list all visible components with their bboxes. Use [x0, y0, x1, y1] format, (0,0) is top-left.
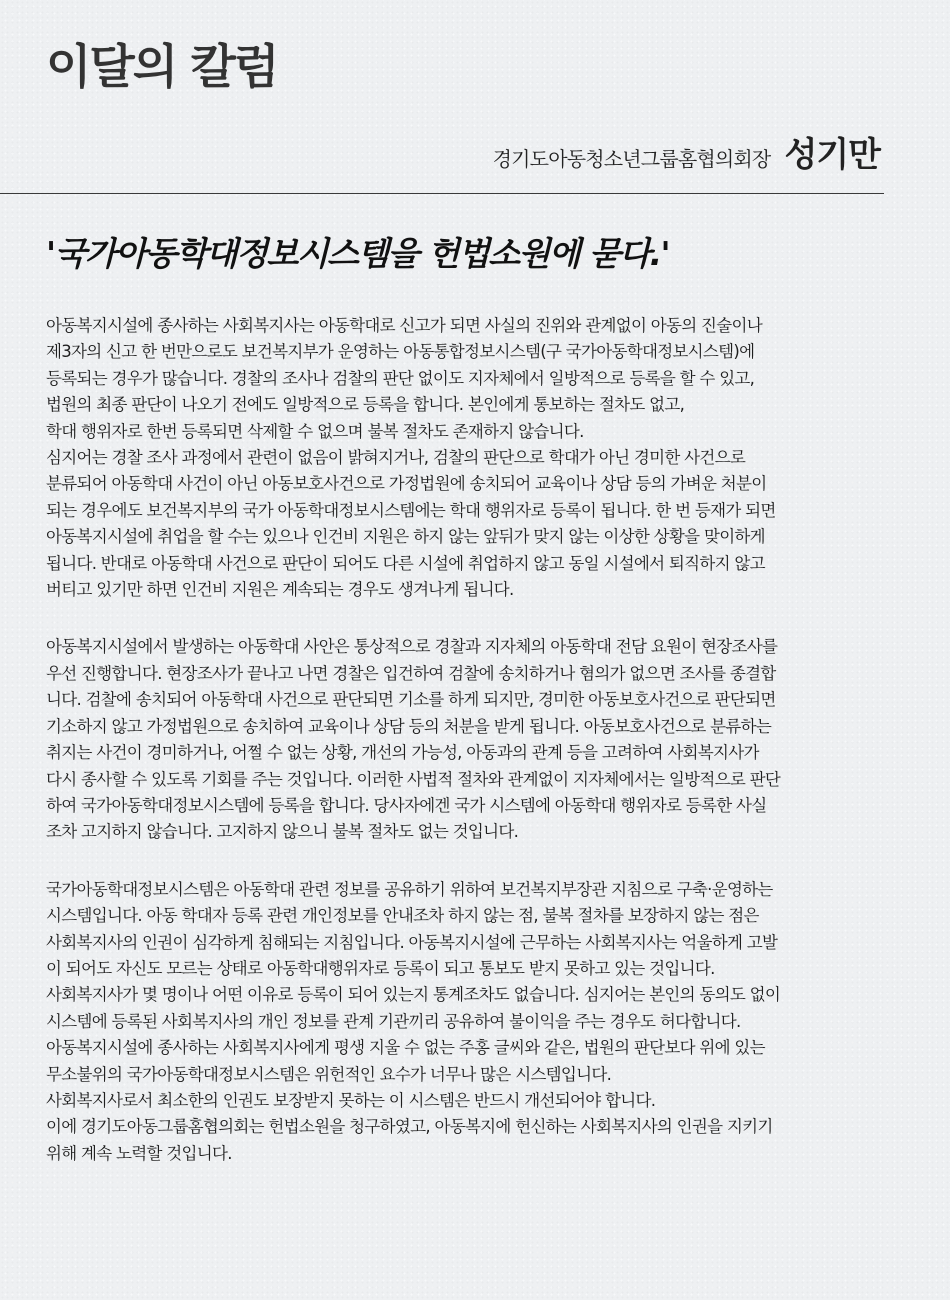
- text-line: 버티고 있기만 하면 인건비 지원은 계속되는 경우도 생겨나게 됩니다.: [46, 580, 514, 600]
- text-line: 취지는 사건이 경미하거나, 어쩔 수 없는 상황, 개선의 가능성, 아동과의 관계 등을 고려하여 사회복지사가: [46, 743, 759, 763]
- text-line: 국가아동학대정보시스템은 아동학대 관련 정보를 공유하기 위하여 보건복지부장관 지침으로 구축·운영하는: [46, 879, 773, 899]
- paragraph: [46, 634, 896, 845]
- text-line: 위해 계속 노력할 것입니다.: [46, 1143, 232, 1163]
- section-title: 이달의 칼럼: [46, 40, 278, 95]
- text-line: 법원의 최종 판단이 나오기 전에도 일방적으로 등록을 합니다. 본인에게 통보하는 절차도 없고,: [46, 395, 685, 415]
- text-line: 아동복지시설에 취업을 할 수는 있으나 인건비 지원은 하지 않는 앞뒤가 맞지 않는 이상한 상황을 맞이하게: [46, 527, 765, 547]
- text-line: 사회복지사가 몇 명이나 어떤 이유로 등록이 되어 있는지 통계조차도 없습니다. 심지어는 본인의 동의도 없이: [46, 985, 781, 1005]
- author-name: 성기만: [784, 135, 880, 175]
- text-line: 되는 경우에도 보건복지부의 국가 아동학대정보시스템에는 학대 행위자로 등록이 됩니다. 한 번 등재가 되면: [46, 500, 776, 520]
- text-line: 니다. 검찰에 송치되어 아동학대 사건으로 판단되면 기소를 하게 되지만, 경미한 아동보호사건으로 판단되면: [46, 690, 776, 710]
- text-line: 됩니다. 반대로 아동학대 사건으로 판단이 되어도 다른 시설에 취업하지 않고 동일 시설에서 퇴직하지 않고: [46, 553, 765, 573]
- paragraph: [46, 877, 896, 1167]
- text-line: 이에 경기도아동그룹홈협의회는 헌법소원을 청구하였고, 아동복지에 헌신하는 사회복지사의 인권을 지키기: [46, 1117, 773, 1137]
- byline: [493, 127, 880, 176]
- text-line: 다시 종사할 수 있도록 기회를 주는 것입니다. 이러한 사법적 절차와 관계없이 지자체에서는 일방적으로 판단: [46, 769, 781, 789]
- text-line: 아동복지시설에 종사하는 사회복지사는 아동학대로 신고가 되면 사실의 진위와 관계없이 아동의 진술이나: [46, 316, 762, 335]
- text-line: 사회복지사의 인권이 심각하게 침해되는 지침입니다. 아동복지시설에 근무하는 사회복지사는 억울하게 고발: [46, 932, 778, 952]
- text-line: 무소불위의 국가아동학대정보시스템은 위헌적인 요수가 너무나 많은 시스템입니다.: [46, 1064, 612, 1084]
- text-line: 학대 행위자로 한번 등록되면 삭제할 수 없으며 불복 절차도 존재하지 않습니다.: [46, 421, 584, 441]
- text-line: 사회복지사로서 최소한의 인권도 보장받지 못하는 이 시스템은 반드시 개선되어야 합니다.: [46, 1090, 656, 1110]
- text-line: 아동복지시설에서 발생하는 아동학대 사안은 통상적으로 경찰과 지자체의 아동학대 전담 요원이 현장조사를: [46, 637, 778, 657]
- text-line: 시스템입니다. 아동 학대자 등록 관련 개인정보를 안내조차 하지 않는 점, 불복 절차를 보장하지 않는 점은: [46, 906, 759, 926]
- text-line: 제3자의 신고 한 번만으로도 보건복지부가 운영하는 아동통합정보시스템(구 국가아동학대정보시스템)에: [46, 342, 755, 362]
- paragraph: [46, 313, 896, 603]
- author-organization: 경기도아동청소년그룹홈협의회장: [492, 147, 771, 171]
- header-divider: [0, 193, 884, 194]
- article-title: '국가아동학대정보시스템을 헌법소원에 묻다.': [46, 234, 670, 273]
- text-line: 조차 고지하지 않습니다. 고지하지 않으니 불복 절차도 없는 것입니다.: [46, 822, 519, 842]
- text-line: 분류되어 아동학대 사건이 아닌 아동보호사건으로 가정법원에 송치되어 교육이나 상담 등의 가벼운 처분이: [46, 474, 767, 494]
- article-body: [46, 313, 896, 1198]
- text-line: 이 되어도 자신도 모르는 상태로 아동학대행위자로 등록이 되고 통보도 받지 못하고 있는 것입니다.: [46, 958, 715, 978]
- text-line: 등록되는 경우가 많습니다. 경찰의 조사나 검찰의 판단 없이도 지자체에서 일방적으로 등록을 할 수 있고,: [46, 368, 755, 388]
- text-line: 우선 진행합니다. 현장조사가 끝나고 나면 경찰은 입건하여 검찰에 송치하거나 혐의가 없으면 조사를 종결합: [46, 663, 776, 683]
- text-line: 아동복지시설에 종사하는 사회복지사에게 평생 지울 수 없는 주홍 글씨와 같은, 법원의 판단보다 위에 있는: [46, 1038, 765, 1058]
- text-line: 심지어는 경찰 조사 과정에서 관련이 없음이 밝혀지거나, 검찰의 판단으로 학대가 아닌 경미한 사건으로: [46, 448, 746, 468]
- text-line: 기소하지 않고 가정법원으로 송치하여 교육이나 상담 등의 처분을 받게 됩니다. 아동보호사건으로 분류하는: [46, 716, 772, 736]
- text-line: 하여 국가아동학대정보시스템에 등록을 합니다. 당사자에겐 국가 시스템에 아동학대 행위자로 등록한 사실: [46, 795, 767, 815]
- text-line: 시스템에 등록된 사회복지사의 개인 정보를 관계 기관끼리 공유하여 불이익을 주는 경우도 허다합니다.: [46, 1011, 741, 1031]
